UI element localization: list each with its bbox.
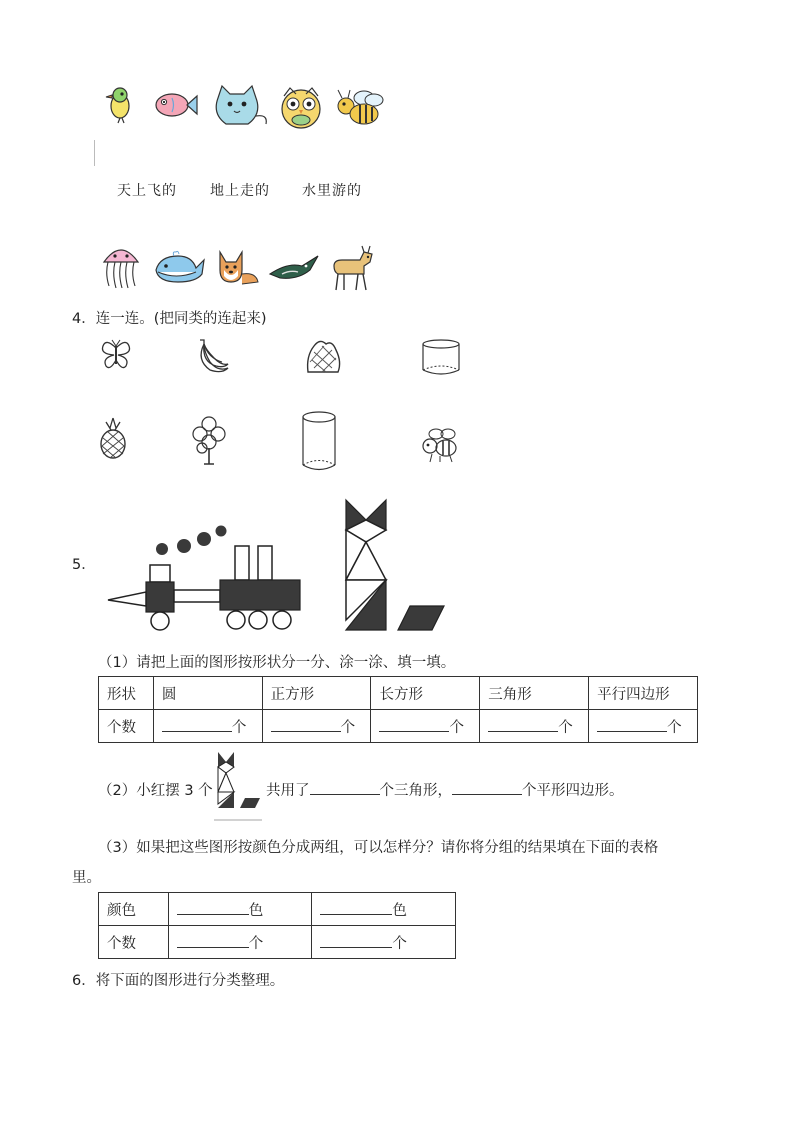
answer-blank[interactable] — [162, 716, 232, 732]
shape-count-table — [98, 676, 698, 743]
color-answer-cell-1[interactable] — [168, 893, 312, 926]
header-cell-parallelogram: 平行四边形 — [589, 677, 698, 710]
scan-line-left — [94, 140, 95, 166]
unit-label: 色 — [392, 902, 407, 919]
small-tangram-cat-icon — [214, 750, 264, 822]
bird-icon — [100, 84, 140, 124]
color-answer-cell-2[interactable] — [312, 893, 456, 926]
unit-label: 个 — [340, 719, 356, 736]
bee-match-icon[interactable] — [420, 426, 462, 464]
row-label-count: 个数 — [99, 926, 169, 959]
dog-icon — [212, 248, 260, 288]
table-row — [99, 710, 698, 743]
table-row — [99, 677, 698, 710]
category-label-water: 水里游的 — [302, 183, 362, 199]
q5-sub2-prefix: （2）小红摆 3 个 — [98, 783, 213, 799]
q5-sub3-line2: 里。 — [72, 870, 101, 886]
row-label-count: 个数 — [99, 710, 154, 743]
train-figure — [104, 522, 308, 634]
jellyfish-icon — [100, 242, 142, 290]
bee-icon — [334, 84, 386, 130]
header-cell-rectangle: 长方形 — [371, 677, 480, 710]
sub2-part3-text: 个平形四边形。 — [522, 783, 624, 799]
q5-sub2-body — [266, 779, 624, 800]
fish-icon — [152, 90, 198, 120]
q4-title: 4．连一连。(把同类的连起来) — [72, 311, 267, 327]
table-row — [99, 893, 456, 926]
swallow-icon — [268, 252, 320, 284]
goat-icon — [328, 244, 376, 294]
tree-icon[interactable] — [190, 414, 228, 466]
header-cell-square: 正方形 — [262, 677, 371, 710]
table-row — [99, 926, 456, 959]
answer-blank[interactable] — [177, 932, 249, 948]
parallelogram-count-blank[interactable] — [452, 779, 522, 795]
owl-icon — [278, 84, 324, 130]
unit-label: 个 — [558, 719, 573, 736]
category-label-land: 地上走的 — [210, 183, 270, 199]
header-cell-circle: 圆 — [153, 677, 262, 710]
answer-blank[interactable] — [379, 716, 449, 732]
answer-blank[interactable] — [320, 899, 392, 915]
banana-icon[interactable] — [192, 336, 230, 376]
answer-blank[interactable] — [597, 716, 667, 732]
q5-sub1: （1）请把上面的图形按形状分一分、涂一涂、填一填。 — [98, 655, 456, 671]
unit-label: 个 — [449, 719, 464, 736]
answer-cell-square[interactable] — [262, 710, 371, 743]
answer-cell-parallelogram[interactable] — [589, 710, 698, 743]
answer-cell-rectangle[interactable] — [371, 710, 480, 743]
unit-label: 色 — [248, 902, 264, 919]
unit-label: 个 — [667, 719, 682, 736]
answer-blank[interactable] — [488, 716, 558, 732]
whale-icon — [152, 250, 206, 286]
answer-blank[interactable] — [320, 932, 392, 948]
triangle-count-blank[interactable] — [310, 779, 380, 795]
q6-title: 6．将下面的图形进行分类整理。 — [72, 973, 285, 989]
count-answer-cell-2[interactable] — [312, 926, 456, 959]
answer-cell-circle[interactable] — [153, 710, 262, 743]
count-answer-cell-1[interactable] — [168, 926, 312, 959]
answer-cell-triangle[interactable] — [480, 710, 589, 743]
pineapple-small-icon[interactable] — [302, 336, 344, 378]
unit-label: 个 — [231, 719, 247, 736]
cylinder-short-icon[interactable] — [420, 338, 462, 378]
color-group-table — [98, 892, 456, 959]
q5-sub3-line1: （3）如果把这些图形按颜色分成两组，可以怎样分？请你将分组的结果填在下面的表格 — [98, 840, 659, 856]
row-label-color: 颜色 — [99, 893, 169, 926]
unit-label: 个 — [248, 935, 264, 952]
unit-label: 个 — [392, 935, 407, 952]
cylinder-tall-icon[interactable] — [300, 410, 338, 474]
sub2-part2-text: 个三角形， — [379, 783, 452, 799]
answer-blank[interactable] — [271, 716, 341, 732]
q5-number: 5． — [72, 557, 96, 573]
butterfly-icon[interactable] — [100, 338, 132, 372]
pineapple-icon[interactable] — [98, 416, 128, 460]
sub2-middle-text: 共用了 — [266, 783, 310, 799]
cat-icon — [212, 84, 270, 130]
tangram-cat-figure — [340, 494, 448, 634]
header-cell-shape: 形状 — [99, 677, 154, 710]
answer-blank[interactable] — [177, 899, 249, 915]
category-label-sky: 天上飞的 — [117, 183, 177, 199]
header-cell-triangle: 三角形 — [480, 677, 589, 710]
